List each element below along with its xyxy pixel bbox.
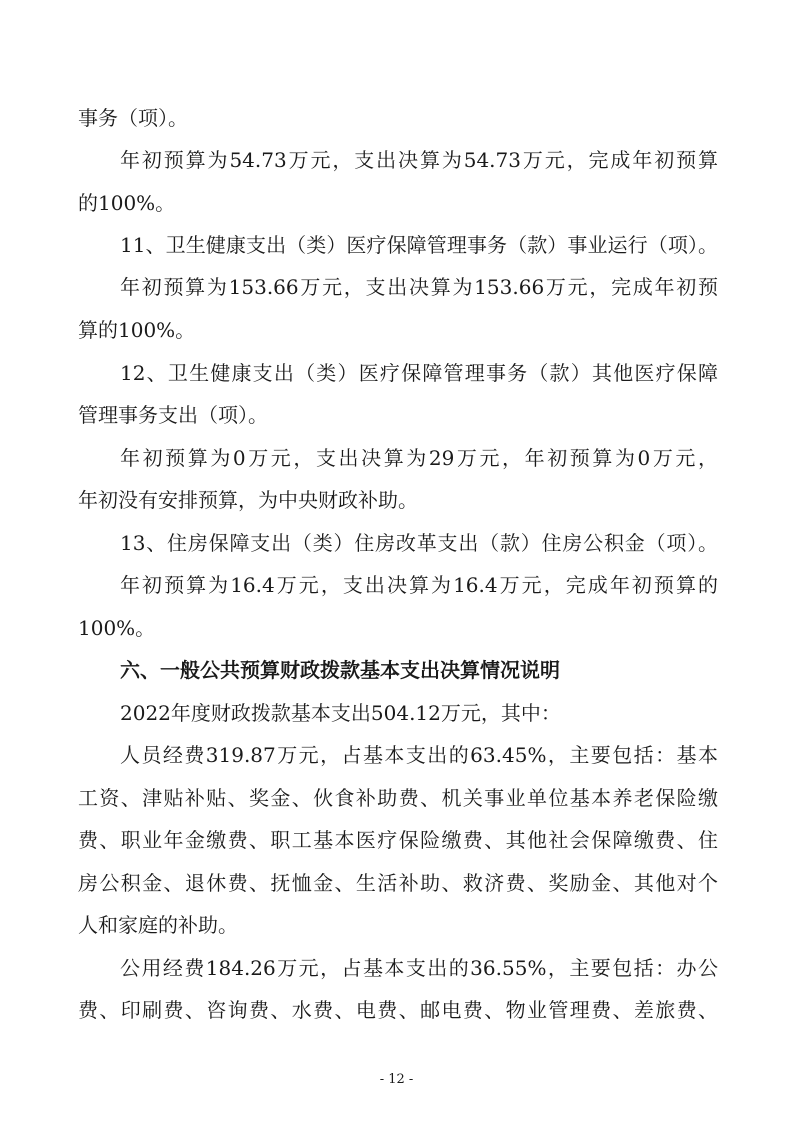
text-line: 2022年度财政拨款基本支出504.12万元，其中：	[120, 701, 561, 725]
text-line: 年初预算为16.4万元，支出决算为16.4万元，完成年初预算的	[120, 573, 718, 597]
text-line: 人和家庭的补助。	[78, 913, 238, 937]
page-number: - 12 -	[379, 1072, 414, 1087]
text-line: 人员经费319.87万元，占基本支出的63.45%，主要包括：基本	[120, 743, 718, 767]
item-heading-11: 11、卫生健康支出（类）医疗保障管理事务（款）事业运行（项）。	[120, 233, 718, 257]
text-line: 房公积金、退休费、抚恤金、生活补助、救济费、奖励金、其他对个	[78, 871, 718, 895]
section-heading: 六、一般公共预算财政拨款基本支出决算情况说明	[120, 658, 560, 682]
text-line: 年初预算为54.73万元，支出决算为54.73万元，完成年初预算	[120, 148, 718, 172]
text-line: 100%。	[78, 616, 156, 640]
text-line: 事务（项）。	[78, 106, 188, 130]
text-line: 公用经费184.26万元，占基本支出的36.55%，主要包括：办公	[120, 956, 718, 980]
text-line: 算的100%。	[78, 318, 196, 342]
text-line: 年初没有安排预算，为中央财政补助。	[78, 488, 418, 512]
text-line: 的100%。	[78, 191, 176, 215]
text-line: 费、职业年金缴费、职工基本医疗保险缴费、其他社会保障缴费、住	[78, 828, 718, 852]
item-heading-13: 13、住房保障支出（类）住房改革支出（款）住房公积金（项）。	[120, 531, 718, 555]
text-line: 费、印刷费、咨询费、水费、电费、邮电费、物业管理费、差旅费、	[78, 998, 718, 1022]
text-line: 年初预算为153.66万元，支出决算为153.66万元，完成年初预	[120, 275, 718, 299]
text-line: 管理事务支出（项）。	[78, 403, 268, 427]
text-line: 年初预算为0万元，支出决算为29万元，年初预算为0万元，	[120, 446, 718, 470]
item-heading-12: 12、卫生健康支出（类）医疗保障管理事务（款）其他医疗保障	[120, 361, 718, 385]
text-line: 工资、津贴补贴、奖金、伙食补助费、机关事业单位基本养老保险缴	[78, 786, 718, 810]
